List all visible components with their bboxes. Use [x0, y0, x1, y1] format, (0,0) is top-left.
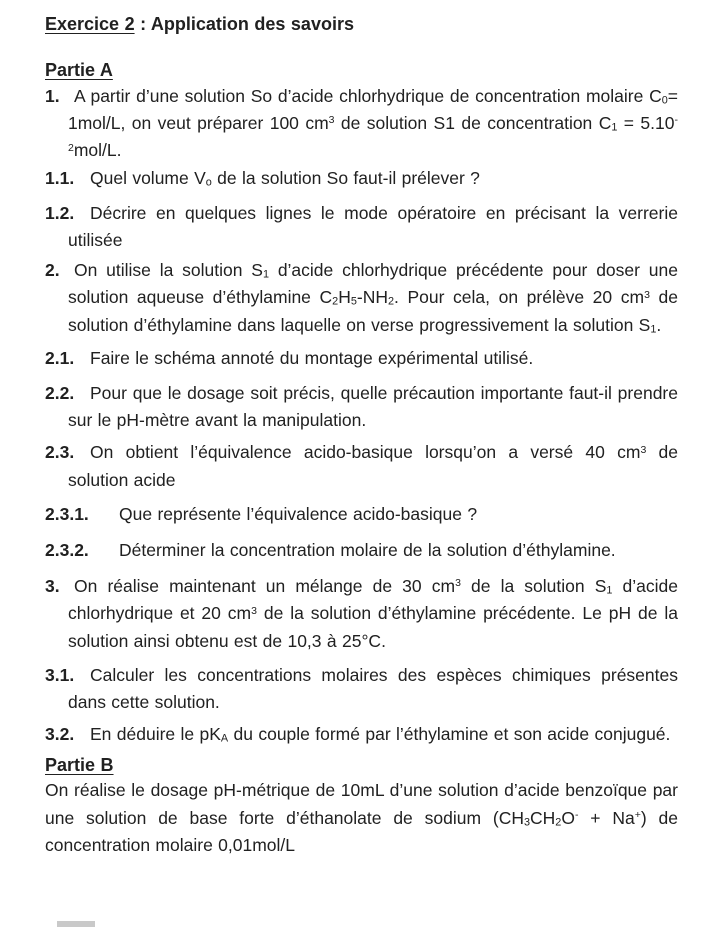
item-marker: 2.3.1.	[45, 503, 89, 524]
text-run: Partie B	[45, 755, 114, 776]
text-run: de solution S1 de concentration C	[334, 113, 612, 134]
text-run: : Application des savoirs	[134, 14, 354, 34]
item-marker: 1.2.	[45, 202, 75, 223]
text-run: 1	[262, 268, 269, 281]
list-item	[45, 345, 678, 372]
text-run: = 5.10	[617, 113, 675, 134]
text-run: Déterminer la concentration molaire de la solution d’éthylamine.	[119, 540, 616, 561]
item-marker: 3.1.	[45, 664, 75, 685]
text-run: On utilise la solution S	[74, 260, 263, 281]
text-run: Que représente l’équivalence acido-basique ?	[119, 503, 478, 524]
text-run: Exercice 2	[45, 14, 135, 34]
text-run: du couple formé par l’éthylamine et son acide conjugué.	[228, 724, 671, 745]
text-run: o	[205, 176, 212, 189]
text-run: 1	[650, 323, 657, 336]
text-run: 2	[555, 816, 562, 829]
text-run: +	[634, 808, 641, 821]
list-item	[45, 439, 678, 493]
text-run: Calculer les concentrations molaires des espèces chimiques présentes dans cette solution.	[68, 664, 678, 713]
text-run: Faire le schéma annoté du montage expérimental utilisé.	[90, 347, 534, 368]
list-item	[45, 165, 678, 192]
item-marker: 3.2.	[45, 724, 75, 745]
item-marker: 1.	[45, 86, 60, 106]
text-run: 0	[661, 94, 668, 107]
text-run: 2	[387, 295, 395, 308]
text-run: Quel volume V	[90, 167, 206, 188]
text-run: On réalise maintenant un mélange de 30 cm	[74, 576, 456, 597]
list-item	[45, 501, 678, 528]
item-marker: 2.3.2.	[45, 540, 89, 561]
text-run: Décrire en quelques lignes le mode opératoire en précisant la verrerie utilisée	[68, 202, 678, 251]
text-run: de la solution d’éthylamine précédente. Le pH de la solution ainsi obtenu est de 10,3 à 25°C.	[68, 603, 678, 651]
text-run: de solution acide	[68, 442, 679, 490]
text-run: mol/L.	[73, 140, 122, 161]
text-run: de la solution So faut-il prélever ?	[211, 167, 480, 188]
text-run: A partir d’une solution So d’acide chlorhydrique de concentration molaire C	[74, 86, 662, 106]
item-marker: 2.1.	[45, 347, 75, 368]
text-run: On réalise le dosage pH-métrique de 10mL d’une solution d’acide benzoïque par une solution de base forte d’éthanolate de sodium (CH	[45, 780, 678, 828]
text-run: -	[574, 808, 579, 821]
list-item	[45, 83, 678, 165]
text-run: O	[561, 807, 575, 828]
item-marker: 2.3.	[45, 442, 75, 463]
text-run: = 1mol/L, on veut préparer 100 cm	[68, 86, 678, 134]
page-cutoff-fragment	[57, 921, 95, 927]
text-run: Pour que le dosage soit précis, quelle précaution importante faut-il prendre sur le pH-mètre avant la manipulation.	[68, 383, 678, 431]
item-marker: 3.	[45, 576, 60, 597]
list-item	[45, 257, 678, 339]
item-marker: 2.2.	[45, 383, 75, 404]
text-run: 3	[644, 288, 650, 301]
text-run: 3	[328, 114, 335, 127]
text-run: Partie A	[45, 60, 113, 80]
text-run: de la solution S	[460, 576, 607, 597]
text-run: 3	[251, 604, 257, 617]
text-run: 5	[350, 295, 357, 308]
paragraph	[45, 777, 678, 859]
text-run: 1	[611, 121, 618, 134]
text-run: de solution d’éthylamine dans laquelle on verse progressivement la solution S	[68, 287, 679, 335]
text-run: 2	[332, 295, 339, 308]
text-run: 1	[606, 584, 613, 597]
text-run: -NH	[356, 287, 388, 308]
document-page	[0, 12, 720, 859]
section-heading	[45, 753, 678, 777]
text-run: A	[220, 732, 229, 745]
text-run: 3	[523, 816, 531, 829]
item-marker: 1.1.	[45, 167, 75, 188]
list-item	[45, 380, 678, 434]
text-run: 3	[455, 577, 461, 590]
text-run: -2	[68, 114, 678, 154]
list-item	[45, 573, 678, 655]
section-heading	[45, 58, 678, 82]
text-run: d’acide chlorhydrique et 20 cm	[68, 576, 678, 624]
list-item	[45, 537, 678, 564]
text-run: d’acide chlorhydrique précédente pour doser une solution aqueuse d’éthylamine C	[68, 260, 678, 308]
item-marker: 2.	[45, 260, 60, 281]
list-item	[45, 721, 678, 748]
text-run: On obtient l’équivalence acido-basique lorsqu’on a versé 40 cm	[90, 442, 641, 463]
text-run: ) de concentration molaire 0,01mol/L	[45, 807, 678, 855]
text-run: H	[338, 287, 351, 308]
list-item	[45, 662, 678, 716]
text-run: En déduire le pK	[90, 724, 221, 745]
text-run: .	[656, 314, 662, 335]
text-run: 3	[640, 443, 647, 456]
text-run: + Na	[578, 807, 635, 828]
list-item	[45, 200, 678, 254]
section-heading	[45, 12, 678, 36]
text-run: . Pour cela, on prélève 20 cm	[394, 287, 645, 308]
text-run: CH	[530, 807, 556, 828]
